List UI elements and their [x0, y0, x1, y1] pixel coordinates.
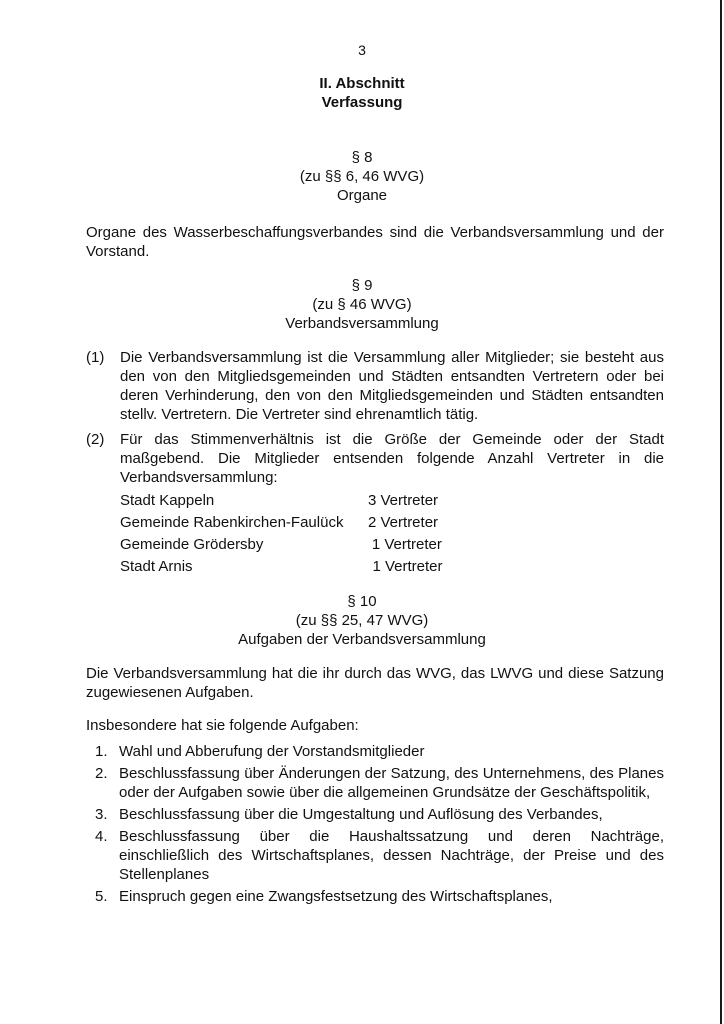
paragraph-8-sign: § 8 [351, 149, 373, 166]
paragraph-9-heading [0, 276, 724, 333]
paragraph-9-reference: (zu § 46 WVG) [312, 296, 412, 313]
paragraph-8-text: Organe des Wasserbeschaffungsverbandes sind die Verbandsversammlung und der Vorstand. [86, 224, 664, 260]
member-name: Stadt Arnis [120, 558, 193, 575]
paragraph-10-text: Die Verbandsversammlung hat die ihr durch das WVG, das LWVG und diese Satzung zugewiesenen Aufgaben. [86, 665, 664, 701]
section-number: II. Abschnitt [319, 75, 405, 92]
absatz-text: Die Verbandsversammlung ist die Versammlung aller Mitglieder; sie besteht aus den von den Mitgliedsgemeinden und Städten entsandten Vertretern oder bei deren Verhinderung, den von den Mitgliedsgemeinden und Städten entsandten stellv. Vertretern. Die Vertreter sind ehrenamtlich tätig. [120, 349, 664, 423]
list-item [86, 742, 664, 761]
list-item-number: 4. [95, 828, 108, 845]
list-item [86, 764, 664, 802]
paragraph-8-heading [0, 148, 724, 205]
paragraph-8-reference: (zu §§ 6, 46 WVG) [299, 168, 425, 185]
member-row [120, 512, 480, 534]
list-item-text: Wahl und Abberufung der Vorstandsmitglieder [119, 743, 425, 760]
list-item [86, 887, 664, 906]
list-item-number: 1. [95, 743, 108, 760]
task-list [86, 742, 664, 909]
section-heading [0, 74, 724, 112]
paragraph-10-intro: Insbesondere hat sie folgende Aufgaben: [86, 717, 359, 734]
absatz-text: Für das Stimmenverhältnis ist die Größe der Gemeinde oder der Stadt maßgebend. Die Mitglieder entsenden folgende Anzahl Vertreter in die Verbandsversammlung: [120, 431, 664, 486]
member-count: 1 Vertreter [372, 558, 443, 575]
member-count: 1 Vertreter [371, 536, 442, 553]
paragraph-10-sign: § 10 [347, 593, 377, 610]
paragraph-10-reference: (zu §§ 25, 47 WVG) [295, 612, 429, 629]
member-count: 2 Vertreter [368, 514, 439, 531]
list-item [86, 827, 664, 884]
member-row [120, 490, 480, 512]
paragraph-8-title: Organe [336, 187, 388, 204]
list-item-text: Einspruch gegen eine Zwangsfestsetzung des Wirtschaftsplanes, [119, 888, 553, 905]
absatz-number: (2) [86, 431, 105, 448]
list-item-text: Beschlussfassung über die Umgestaltung und Auflösung des Verbandes, [119, 806, 603, 823]
paragraph-9-absatz-1 [86, 348, 664, 424]
paragraph-10-heading [0, 592, 724, 649]
list-item-number: 3. [95, 806, 108, 823]
member-name: Stadt Kappeln [120, 492, 215, 509]
member-name: Gemeinde Grödersby [120, 536, 264, 553]
member-list [120, 490, 480, 578]
absatz-number: (1) [86, 349, 105, 366]
list-item-text: Beschlussfassung über Änderungen der Satzung, des Unternehmens, des Planes oder der Aufgaben sowie über die allgemeinen Grundsätze der Geschäftspolitik, [119, 765, 664, 801]
list-item [86, 805, 664, 824]
paragraph-10-title: Aufgaben der Verbandsversammlung [238, 631, 486, 648]
list-item-number: 2. [95, 765, 108, 782]
member-row [120, 534, 480, 556]
member-count: 3 Vertreter [368, 492, 439, 509]
list-item-text: Beschlussfassung über die Haushaltssatzung und deren Nachträge, einschließlich des Wirtschaftsplanes, dessen Nachträge, der Preise und des Stellenplanes [119, 828, 664, 883]
member-name: Gemeinde Rabenkirchen-Faulück [120, 514, 344, 531]
page-number: 3 [358, 42, 366, 58]
list-item-number: 5. [95, 888, 108, 905]
paragraph-9-absatz-2 [86, 430, 664, 487]
paragraph-9-title: Verbandsversammlung [285, 315, 439, 332]
paragraph-9-sign: § 9 [351, 277, 373, 294]
section-title: Verfassung [321, 94, 403, 111]
member-row [120, 556, 480, 578]
